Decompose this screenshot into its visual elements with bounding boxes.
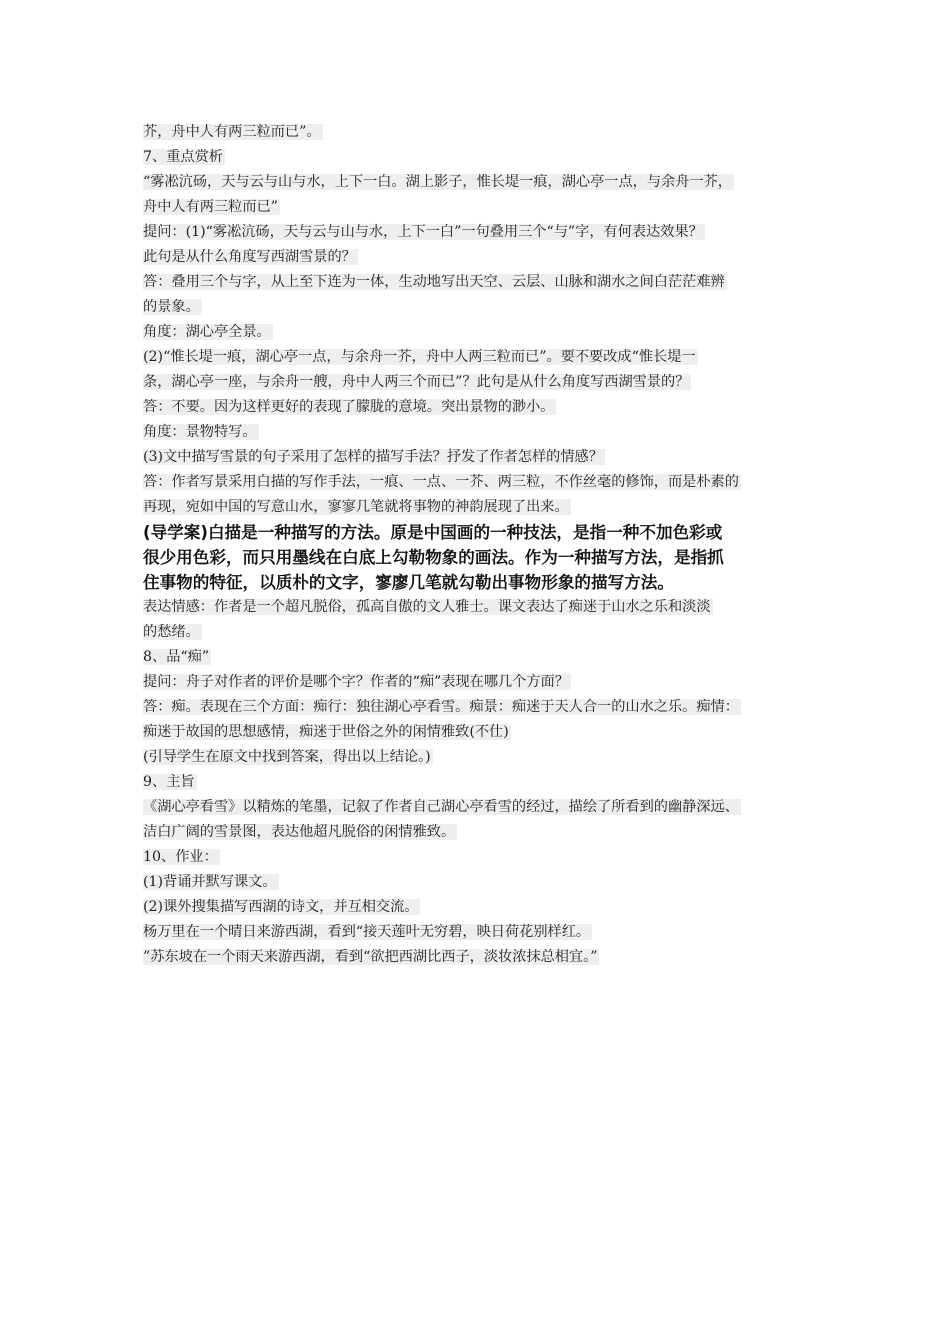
answer-line: 答：痴。表现在三个方面：痴行：独往湖心亭看雪。痴景：痴迷于天人合一的山水之乐。痴情：: [143, 699, 739, 715]
theme-line: 洁白广阔的雪景图，表达他超凡脱俗的闲情雅致。: [143, 824, 456, 840]
homework-item: (1)背诵并默写课文。: [143, 874, 277, 890]
bold-note-line: 住事物的特征，以质朴的文字，寥廖几笔就勾勒出事物形象的描写方法。: [143, 573, 674, 592]
poem-line: ”苏东坡在一个雨天来游西湖，看到“欲把西湖比西子，淡妆浓抹总相宜。”: [143, 949, 598, 965]
answer-line: 答：叠用三个与字，从上至下连为一体，生动地写出天空、云层、山脉和湖水之间白茫茫难辨: [143, 274, 725, 290]
answer-line: 答：不要。因为这样更好的表现了朦胧的意境。突出景物的渺小。: [143, 399, 555, 415]
question-line: (2)“惟长堤一痕，湖心亭一点，与余舟一芥，舟中人两三粒而已”。要不要改成“惟长堤一: [143, 349, 696, 365]
answer-line: 痴迷于故国的思想感情，痴迷于世俗之外的闲情雅致(不仕): [143, 724, 509, 740]
section-heading-10: 10、作业：: [143, 849, 218, 865]
answer-line: 答：作者写景采用白描的写作手法，一痕、一点、一芥、两三粒，不作丝毫的修饰，而是朴素的: [143, 474, 739, 490]
answer-line: 再现，宛如中国的写意山水，寥寥几笔就将事物的神韵展现了出来。: [143, 499, 569, 515]
angle-line: 角度：景物特写。: [143, 424, 257, 440]
quote-line: “雾凇沆砀，天与云与山与水，上下一白。湖上影子，惟长堤一痕，湖心亭一点，与余舟一芥，: [143, 174, 732, 190]
homework-item: (2)课外搜集描写西湖的诗文，并互相交流。: [143, 899, 419, 915]
question-line: 此句是从什么角度写西湖雪景的？: [143, 249, 356, 265]
section-heading-9: 9、主旨: [143, 774, 195, 790]
angle-line: 角度：湖心亭全景。: [143, 324, 271, 340]
question-line: (3)文中描写雪景的句子采用了怎样的描写手法？抒发了作者怎样的情感？: [143, 449, 603, 465]
bold-note-line: 很少用色彩，而只用墨线在白底上勾勒物象的画法。作为一种描写方法，是指抓: [143, 548, 724, 567]
question-line: 提问：舟子对作者的评价是哪个字？作者的“痴”表现在哪几个方面？: [143, 674, 569, 690]
section-heading-8: 8、品“痴”: [143, 649, 210, 665]
document-page: [143, 120, 833, 970]
bold-note-line: (导学案)白描是一种描写的方法。原是中国画的一种技法，是指一种不加色彩或: [143, 523, 723, 542]
emotion-line: 的愁绪。: [143, 624, 200, 640]
guide-line: (引导学生在原文中找到答案，得出以上结论。): [143, 749, 431, 765]
section-heading-7: 7、重点赏析: [143, 149, 223, 165]
question-line: 条，湖心亭一座，与余舟一艘，舟中人两三个而已”？此句是从什么角度写西湖雪景的？: [143, 374, 690, 390]
question-line: 提问：(1)“雾凇沆砀，天与云与山与水，上下一白”一句叠用三个“与”字，有何表达效果？: [143, 224, 703, 240]
answer-line: 的景象。: [143, 299, 200, 315]
text-line: 芥，舟中人有两三粒而已”。: [143, 124, 321, 140]
poem-line: 杨万里在一个晴日来游西湖，看到“接天莲叶无穷碧，映日荷花别样红。: [143, 924, 591, 940]
emotion-line: 表达情感：作者是一个超凡脱俗，孤高自傲的文人雅士。课文表达了痴迷于山水之乐和淡淡: [143, 599, 711, 615]
quote-line: 舟中人有两三粒而已”: [143, 199, 278, 215]
theme-line: 《湖心亭看雪》以精炼的笔墨，记叙了作者自己湖心亭看雪的经过，描绘了所看到的幽静深远、: [143, 799, 739, 815]
